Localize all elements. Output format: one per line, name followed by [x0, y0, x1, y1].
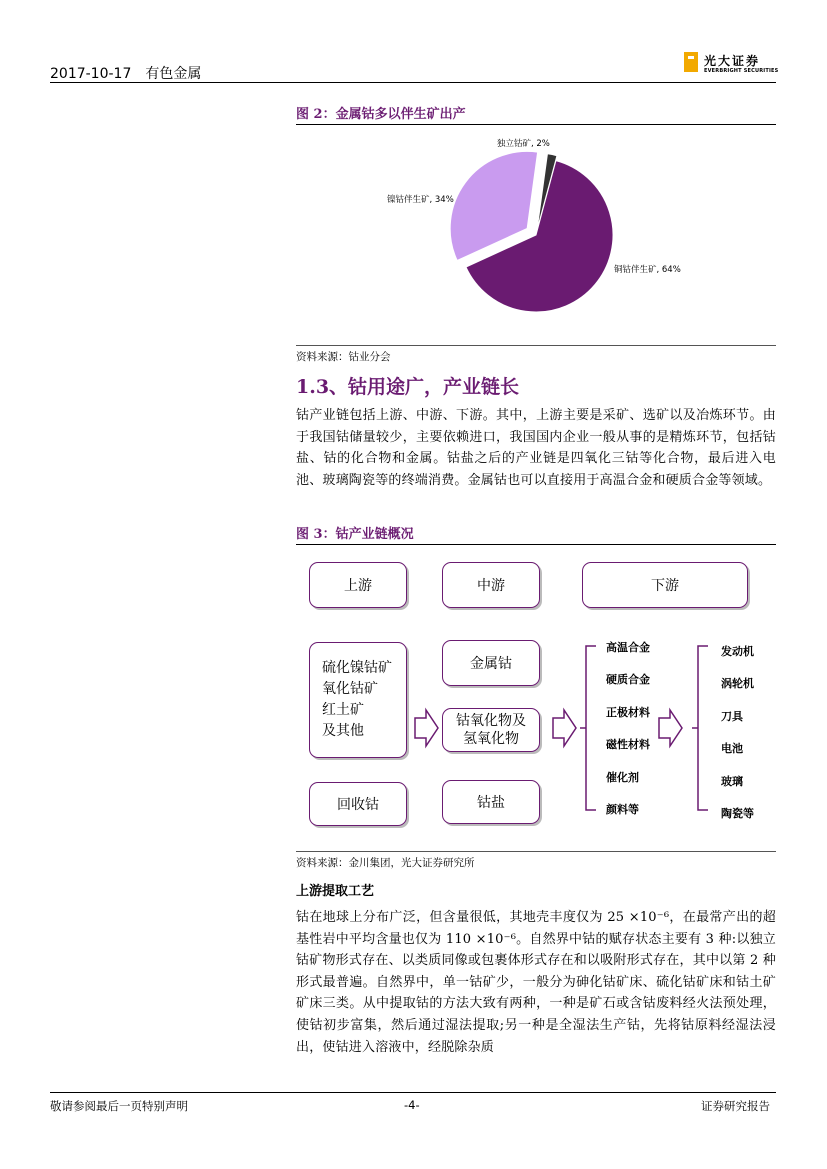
upstream-recycle-box: 回收钴 — [309, 782, 407, 826]
product-item: 高温合金 — [606, 641, 650, 654]
figure3-top-rule — [296, 544, 776, 545]
ore-item: 红土矿 — [322, 702, 364, 718]
enduse-item: 刀具 — [721, 709, 743, 723]
oxide-line: 氢氧化物 — [463, 731, 519, 747]
section-paragraph: 钴产业链包括上游、中游、下游。其中，上游主要是采矿、选矿以及冶炼环节。由于我国钴储量较少，主要依赖进口，我国国内企业一般从事的是精炼环节，包括钴盐、钴的化合物和金属。钴盐之后的产业链是四氧化三钴等化合物，最后进入电池、玻璃陶瓷等的终端消费。金属钴也可以直接用于高温合金和硬质合金等领域。 — [296, 408, 776, 488]
logo-mark-icon — [684, 52, 698, 72]
figure3-bottom-rule — [296, 851, 776, 852]
enduse-item: 陶瓷等 — [721, 807, 754, 821]
enduse-item: 玻璃 — [721, 774, 743, 788]
footer-report-type: 证券研究报告 — [701, 1099, 770, 1113]
arrow-right-icon — [553, 710, 576, 746]
pie-label-copper: 铜钴伴生矿, 64% — [614, 265, 681, 275]
arrow-right-icon — [415, 710, 438, 746]
product-item: 硬质合金 — [606, 673, 650, 687]
product-item: 催化剂 — [606, 770, 639, 784]
header-info — [50, 63, 215, 83]
downstream-bracket — [580, 646, 596, 810]
report-category: 有色金属 — [145, 66, 202, 82]
stage-midstream: 中游 — [442, 562, 540, 608]
figure3-source: 资料来源：金川集团，光大证券研究所 — [296, 857, 475, 869]
arrow-right-icon — [659, 710, 682, 746]
figure2-pie-chart — [296, 128, 776, 343]
figure2-top-rule — [296, 124, 776, 125]
pie-label-nickel: 镍钴伴生矿, 34% — [387, 195, 454, 205]
figure3-title: 图 3：钴产业链概况 — [296, 527, 414, 542]
figure2-title: 图 2：金属钴多以伴生矿出产 — [296, 107, 466, 122]
logo-name-cn: 光大证券 — [704, 54, 761, 68]
product-item: 颜料等 — [606, 803, 639, 817]
stage-upstream: 上游 — [309, 562, 407, 608]
ore-item: 氧化钴矿 — [322, 681, 378, 697]
header-divider — [50, 82, 776, 83]
product-item: 磁性材料 — [606, 738, 650, 752]
flow-connectors — [296, 620, 776, 840]
section-title: 1.3、钴用途广，产业链长 — [296, 376, 520, 398]
page-number: -4- — [404, 1098, 420, 1112]
logo-name-en: EVERBRIGHT SECURITIES — [704, 68, 779, 74]
enduse-bracket — [692, 646, 708, 810]
report-date: 2017-10-17 — [50, 66, 132, 82]
ore-item: 及其他 — [322, 723, 364, 739]
downstream-products — [606, 632, 650, 826]
enduse-item: 发动机 — [721, 645, 754, 658]
pie-label-independent: 独立钴矿, 2% — [497, 139, 550, 149]
figure2-source: 资料来源：钴业分会 — [296, 351, 391, 363]
enduse-item: 涡轮机 — [721, 677, 754, 691]
extraction-paragraph: 钴在地球上分布广泛，但含量很低，其地壳丰度仅为 25 ×10⁻⁶，在最常产出的超基性岩中平均含量也仅为 110 ×10⁻⁶。自然界中钴的赋存状态主要有 3 种:以独立钴矿物形式存在、以类质同像或包裹体形式存在和以吸附形式存在，其中以第 2 种形式最普遍。自然界中，单一钴矿少，一般分为砷化钴矿床、硫化钴矿床和钴土矿矿床三类。从中提取钴的方法大致有两种，一种是矿石或含钴废料经火法预处理，使钴初步富集，然后通过湿法提取;另一种是全湿法生产钴，先将钴原料经湿法浸出，使钴进入溶液中，经脱除杂质 — [296, 910, 776, 1055]
figure2-bottom-rule — [296, 345, 776, 346]
end-uses — [721, 636, 754, 830]
stage-downstream: 下游 — [582, 562, 748, 608]
product-item: 正极材料 — [606, 705, 650, 719]
ore-item: 硫化镍钴矿 — [322, 660, 392, 676]
oxide-line: 钴氧化物及 — [456, 713, 526, 729]
footer-disclaimer: 敬请参阅最后一页特别声明 — [50, 1099, 188, 1113]
enduse-item: 电池 — [721, 742, 743, 756]
mid-salt-box: 钴盐 — [442, 780, 540, 824]
company-logo — [684, 52, 779, 78]
mid-metal-box: 金属钴 — [442, 640, 540, 686]
footer-divider — [50, 1092, 776, 1093]
extraction-heading: 上游提取工艺 — [296, 884, 375, 899]
